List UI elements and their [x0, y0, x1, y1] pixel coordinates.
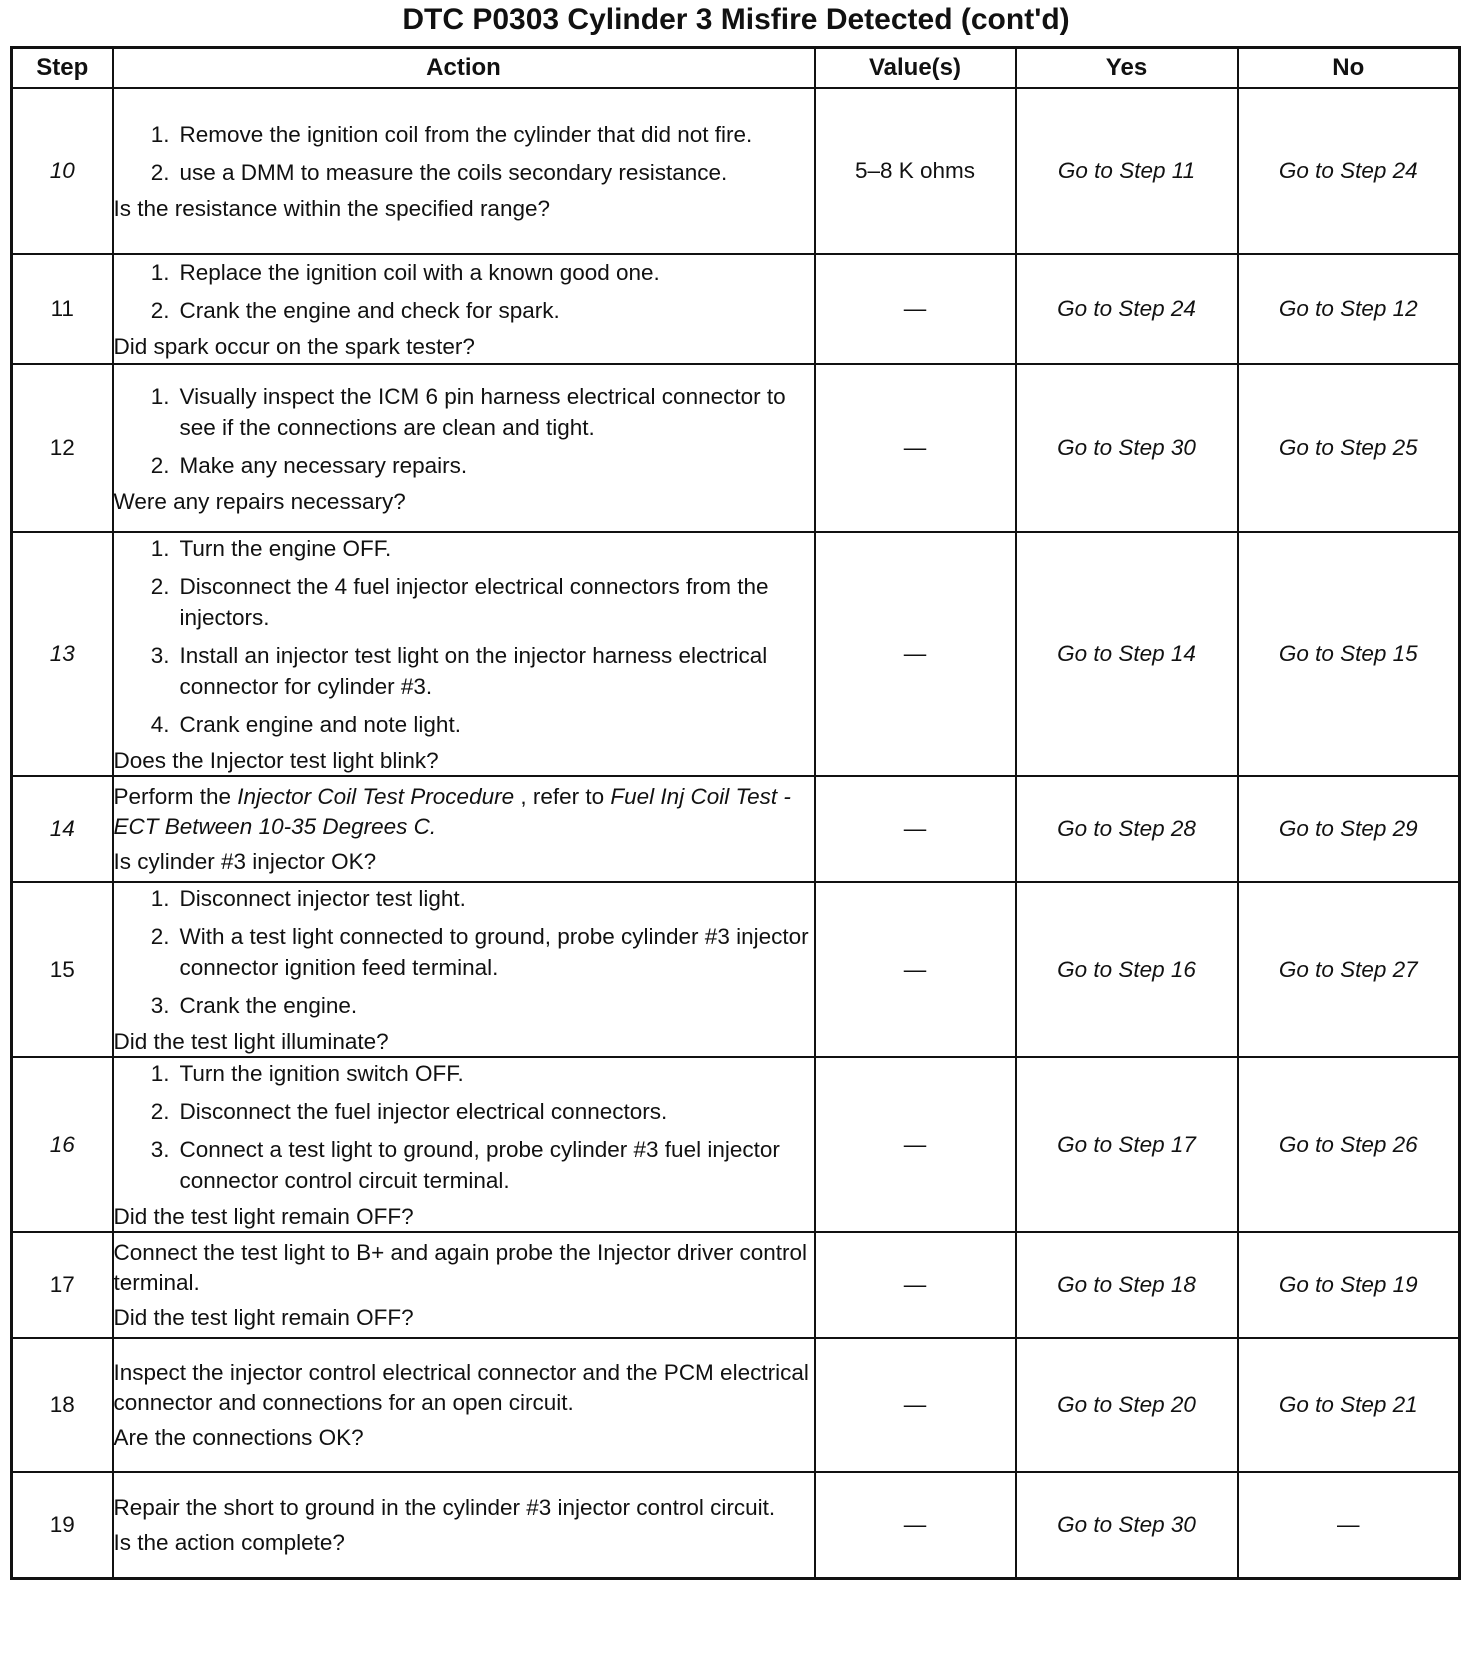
action-cell [113, 364, 815, 532]
item-text: use a DMM to measure the coils secondary resistance. [179, 160, 728, 185]
item-number: 3. [150, 643, 170, 668]
action-question: Is cylinder #3 injector OK? [113, 849, 377, 874]
list-item [114, 533, 814, 564]
item-text: Remove the ignition coil from the cylinder that did not fire. [179, 122, 753, 147]
list-item [114, 119, 814, 150]
table-row-step-11 [12, 254, 1460, 364]
action-cell [113, 254, 815, 364]
step-number: 16 [12, 1057, 113, 1232]
action-text: Connect the test light to B+ and again probe the Injector driver control terminal. [113, 1240, 808, 1295]
action-cell [113, 1232, 815, 1338]
list-item [114, 921, 814, 983]
yes-cell: Go to Step 30 [1016, 364, 1238, 532]
value-cell: — [815, 532, 1016, 776]
item-text: Connect a test light to ground, probe cylinder #3 fuel injector connector control circuit terminal. [179, 1137, 780, 1193]
list-item [114, 157, 814, 188]
no-cell: Go to Step 24 [1238, 88, 1460, 254]
action-text: Inspect the injector control electrical connector and the PCM electrical connector and connections for an open circuit. [113, 1360, 809, 1415]
list-item [114, 640, 814, 702]
table-row-step-15 [12, 882, 1460, 1057]
header-action: Action [113, 48, 815, 89]
table-row-step-17 [12, 1232, 1460, 1338]
yes-cell: Go to Step 18 [1016, 1232, 1238, 1338]
action-list [114, 119, 814, 188]
step-number: 13 [12, 532, 113, 776]
value-cell: — [815, 776, 1016, 882]
step-number: 11 [12, 254, 113, 364]
list-item [114, 709, 814, 740]
item-number: 1. [150, 260, 170, 285]
value-cell: — [815, 364, 1016, 532]
item-number: 2. [150, 452, 170, 478]
item-text: Disconnect injector test light. [179, 886, 466, 911]
action-list [114, 883, 814, 1021]
no-cell: Go to Step 15 [1238, 532, 1460, 776]
action-cell [113, 1057, 815, 1232]
list-item [114, 571, 814, 633]
yes-cell: Go to Step 28 [1016, 776, 1238, 882]
action-cell [113, 88, 815, 254]
item-number: 2. [150, 574, 170, 599]
header-yes: Yes [1016, 48, 1238, 89]
action-question: Did the test light remain OFF? [113, 1305, 414, 1330]
no-cell: Go to Step 27 [1238, 882, 1460, 1057]
no-cell: Go to Step 12 [1238, 254, 1460, 364]
action-list [114, 1058, 814, 1196]
action-cell [113, 532, 815, 776]
value-cell: — [815, 1472, 1016, 1578]
action-question: Does the Injector test light blink? [113, 748, 439, 773]
action-question: Were any repairs necessary? [113, 488, 406, 514]
yes-cell: Go to Step 20 [1016, 1338, 1238, 1472]
no-cell: Go to Step 26 [1238, 1057, 1460, 1232]
no-cell: — [1238, 1472, 1460, 1578]
action-cell [113, 1338, 815, 1472]
item-number: 3. [150, 993, 170, 1018]
test-reference: Fuel Inj Coil Test - ECT Between 10-35 Degrees C. [113, 784, 791, 839]
value-cell: — [815, 1338, 1016, 1472]
item-text: Install an injector test light on the injector harness electrical connector for cylinder #3. [179, 643, 768, 699]
action-question: Did the test light remain OFF? [113, 1204, 414, 1229]
table-row-step-14 [12, 776, 1460, 882]
list-item [114, 450, 814, 481]
list-item [114, 1058, 814, 1089]
page-title: DTC P0303 Cylinder 3 Misfire Detected (cont'd) [402, 3, 1070, 36]
action-list [114, 381, 814, 481]
item-text: Crank the engine and check for spark. [179, 298, 560, 323]
item-text: Visually inspect the ICM 6 pin harness electrical connector to see if the connections are clean and tight. [179, 383, 786, 440]
item-number: 1. [150, 122, 170, 147]
step-number: 15 [12, 882, 113, 1057]
action-question: Is the action complete? [113, 1529, 345, 1555]
list-item [114, 1096, 814, 1127]
value-cell: 5–8 K ohms [815, 88, 1016, 254]
item-number: 1. [150, 1061, 170, 1086]
item-number: 1. [150, 383, 170, 409]
action-cell [113, 776, 815, 882]
yes-cell: Go to Step 16 [1016, 882, 1238, 1057]
yes-cell: Go to Step 14 [1016, 532, 1238, 776]
list-item [114, 990, 814, 1021]
table-row-step-16 [12, 1057, 1460, 1232]
action-text-part: Perform the [113, 784, 238, 809]
table-row-step-18 [12, 1338, 1460, 1472]
step-number: 12 [12, 364, 113, 532]
header-row [12, 48, 1460, 89]
item-text: Disconnect the 4 fuel injector electrical connectors from the injectors. [179, 574, 769, 630]
list-item [114, 295, 814, 326]
action-text [114, 782, 814, 842]
value-cell: — [815, 1057, 1016, 1232]
list-item [114, 1134, 814, 1196]
item-number: 2. [150, 160, 170, 185]
list-item [114, 257, 814, 288]
item-text: Turn the engine OFF. [179, 536, 392, 561]
yes-cell: Go to Step 24 [1016, 254, 1238, 364]
value-cell: — [815, 882, 1016, 1057]
action-list [114, 257, 814, 326]
yes-cell: Go to Step 30 [1016, 1472, 1238, 1578]
item-text: Replace the ignition coil with a known good one. [179, 260, 660, 285]
step-number: 10 [12, 88, 113, 254]
item-number: 1. [150, 886, 170, 911]
no-cell: Go to Step 19 [1238, 1232, 1460, 1338]
step-number: 19 [12, 1472, 113, 1578]
item-number: 2. [150, 298, 170, 323]
value-cell: — [815, 254, 1016, 364]
item-number: 3. [150, 1137, 170, 1162]
header-no: No [1238, 48, 1460, 89]
action-cell [113, 1472, 815, 1578]
header-value: Value(s) [815, 48, 1016, 89]
table-row-step-12 [12, 364, 1460, 532]
action-cell [113, 882, 815, 1057]
table-row-step-10 [12, 88, 1460, 254]
action-question: Are the connections OK? [113, 1425, 364, 1450]
item-text: With a test light connected to ground, probe cylinder #3 injector connector ignition feed terminal. [179, 924, 809, 980]
item-number: 4. [150, 712, 170, 737]
step-number: 17 [12, 1232, 113, 1338]
yes-cell: Go to Step 11 [1016, 88, 1238, 254]
action-text: Repair the short to ground in the cylinder #3 injector control circuit. [113, 1494, 776, 1520]
diagnostic-table [10, 46, 1461, 1580]
procedure-reference: Injector Coil Test Procedure [237, 784, 515, 809]
no-cell: Go to Step 29 [1238, 776, 1460, 882]
item-text: Crank the engine. [179, 993, 358, 1018]
yes-cell: Go to Step 17 [1016, 1057, 1238, 1232]
header-step: Step [12, 48, 113, 89]
no-cell: Go to Step 21 [1238, 1338, 1460, 1472]
item-text: Crank engine and note light. [179, 712, 461, 737]
item-text: Turn the ignition switch OFF. [179, 1061, 464, 1086]
item-text: Disconnect the fuel injector electrical connectors. [179, 1099, 668, 1124]
action-question: Did spark occur on the spark tester? [113, 334, 475, 359]
value-cell: — [815, 1232, 1016, 1338]
table-row-step-13 [12, 532, 1460, 776]
action-question: Is the resistance within the specified range? [113, 196, 550, 221]
step-number: 14 [12, 776, 113, 882]
action-question: Did the test light illuminate? [113, 1029, 389, 1054]
item-number: 2. [150, 924, 170, 949]
step-number: 18 [12, 1338, 113, 1472]
list-item [114, 381, 814, 443]
no-cell: Go to Step 25 [1238, 364, 1460, 532]
list-item [114, 883, 814, 914]
item-text: Make any necessary repairs. [179, 452, 468, 478]
action-text-part: , refer to [514, 784, 611, 809]
table-row-step-19 [12, 1472, 1460, 1578]
item-number: 1. [150, 536, 170, 561]
item-number: 2. [150, 1099, 170, 1124]
action-list [114, 533, 814, 740]
